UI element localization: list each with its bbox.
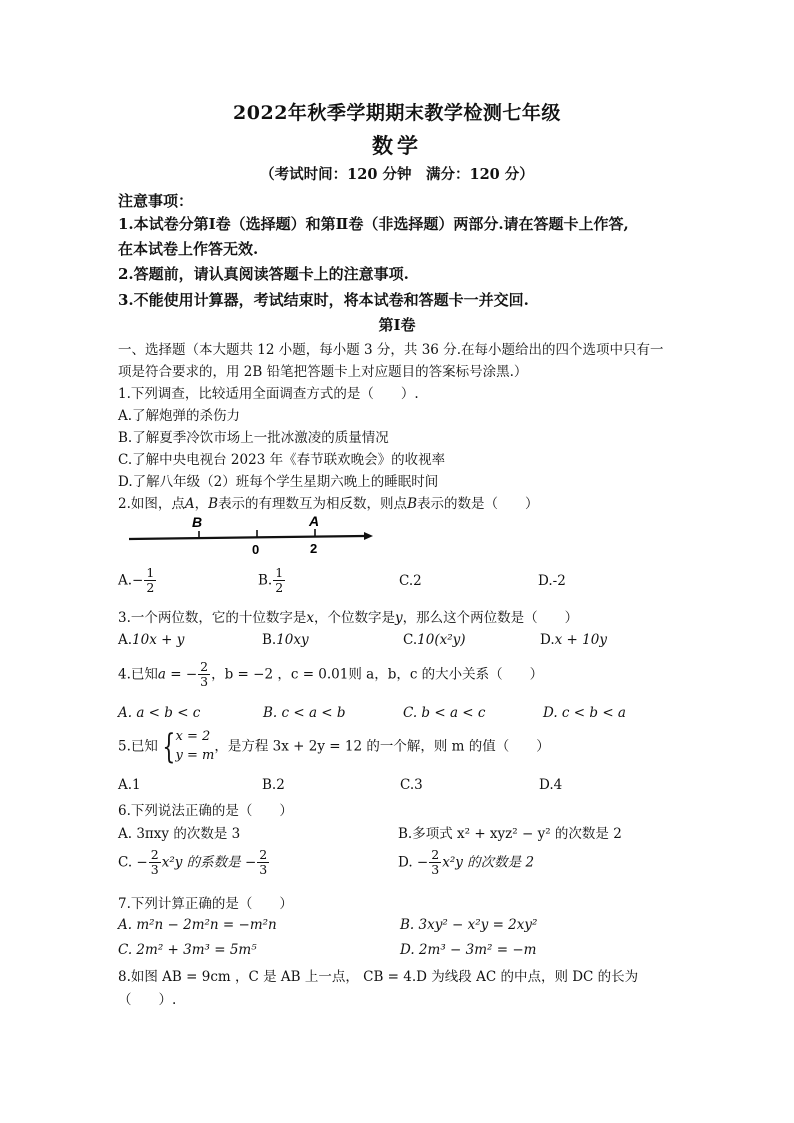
number-line-arrow: [364, 532, 373, 540]
q1-stem: 1.下列调查，比较适用全面调查方式的是（ ）.: [118, 386, 419, 402]
q1-option-c: C.了解中央电视台 2023 年《春节联欢晚会》的收视率: [118, 452, 446, 468]
q4-option-d: D. c < b < a: [543, 705, 626, 721]
q4-option-b: B. c < a < b: [263, 705, 346, 721]
exam-info: （考试时间：120 分钟 满分：120 分）: [260, 166, 534, 183]
exam-title: 2022年秋季学期期末教学检测七年级: [233, 102, 561, 124]
q6-option-a: A. 3πxy 的次数是 3: [118, 826, 241, 842]
q5-option-b: B.2: [262, 777, 285, 793]
q5-option-d: D.4: [539, 777, 563, 793]
section-intro-cont: 项是符合要求的，用 2B 铅笔把答题卡上对应题目的答案标号涂黑.）: [118, 364, 528, 380]
q2-option-a: A.− $\frac{1}{2}$: [118, 565, 155, 596]
label-0: 0: [252, 542, 260, 557]
q1-option-b: B.了解夏季冷饮市场上一批冰激凌的质量情况: [118, 430, 389, 446]
q2-option-b: B. $\frac{1}{2}$: [258, 565, 284, 596]
note-item-3: 3.不能使用计算器，考试结束时，将本试卷和答题卡一并交回.: [118, 291, 529, 309]
label-b: B: [192, 514, 203, 530]
q1-option-d: D.了解八年级（2）班每个学生星期六晚上的睡眠时间: [118, 474, 439, 490]
note-item-1-cont: 在本试卷上作答无效.: [118, 240, 259, 258]
q1-option-a: A.了解炮弹的杀伤力: [118, 408, 241, 424]
q5-option-c: C.3: [400, 777, 423, 793]
q5-option-a: A.1: [118, 777, 141, 793]
q6-option-b: B.多项式 x² + xyz² − y² 的次数是 2: [398, 826, 622, 842]
equation-system: x = 2 y = m: [175, 729, 215, 763]
q7-option-b: B. 3xy² − x²y = 2xy²: [400, 917, 538, 933]
q7-option-a: A. m²n − 2m²n = −m²n: [118, 917, 277, 933]
q8-stem: 8.如图 AB = 9cm ，C 是 AB 上一点， CB = 4.D 为线段 AC 的中点，则 DC 的长为: [118, 969, 639, 985]
section-title: 第Ⅰ卷: [378, 316, 416, 334]
subject-title: 数学: [372, 133, 422, 158]
q4-option-a: A. a < b < c: [118, 705, 201, 721]
number-line-axis: [129, 536, 364, 539]
q7-option-d: D. 2m³ − 3m² = −m: [400, 942, 537, 958]
q6-option-d: D. − $\frac{2}{3}$ x²y 的次数是 2: [398, 847, 535, 878]
q7-option-c: C. 2m² + 3m³ = 5m⁵: [118, 942, 257, 958]
q5-stem: 5.已知 { x = 2 y = m ，是方程 3x + 2y = 12 的一个解，则 m 的值（ ）: [118, 726, 550, 767]
q6-option-c: C. − $\frac{2}{3}$ x²y 的系数是 − $\frac{2}{3}$: [118, 847, 268, 878]
q4-option-c: C. b < a < c: [403, 705, 486, 721]
label-a: A: [309, 513, 320, 529]
q2-stem: 2.如图，点A，B表示的有理数互为相反数，则点B表示的数是（ ）: [118, 496, 539, 512]
q3-option-a: A.10x + y: [118, 632, 185, 648]
q3-stem: 3.一个两位数，它的十位数字是x，个位数字是y，那么这个两位数是（ ）: [118, 610, 579, 626]
section-intro: 一、选择题（本大题共 12 小题，每小题 3 分，共 36 分.在每小题给出的四个选项中只有一: [118, 342, 664, 358]
q7-stem: 7.下列计算正确的是（ ）: [118, 896, 293, 912]
q2-option-d: D.-2: [538, 573, 566, 589]
q2-option-c: C.2: [399, 573, 422, 589]
label-2: 2: [310, 541, 318, 556]
system-brace: {: [162, 726, 176, 767]
q4-stem: 4.已知a = − $\frac{2}{3}$ ，b = −2 ，c = 0.01则 a，b，c 的大小关系（ ）: [118, 659, 544, 690]
number-line-figure: [126, 512, 376, 558]
note-item-1: 1.本试卷分第Ⅰ卷（选择题）和第Ⅱ卷（非选择题）两部分.请在答题卡上作答,: [118, 215, 629, 233]
q3-option-d: D.x + 10y: [540, 632, 607, 648]
q3-option-b: B.10xy: [262, 632, 309, 648]
notes-heading: 注意事项：: [118, 192, 194, 210]
q6-stem: 6.下列说法正确的是（ ）: [118, 803, 293, 819]
note-item-2: 2.答题前，请认真阅读答题卡上的注意事项.: [118, 265, 409, 283]
q3-option-c: C.10(x²y): [403, 632, 466, 648]
q8-stem-cont: （ ）.: [118, 992, 177, 1008]
